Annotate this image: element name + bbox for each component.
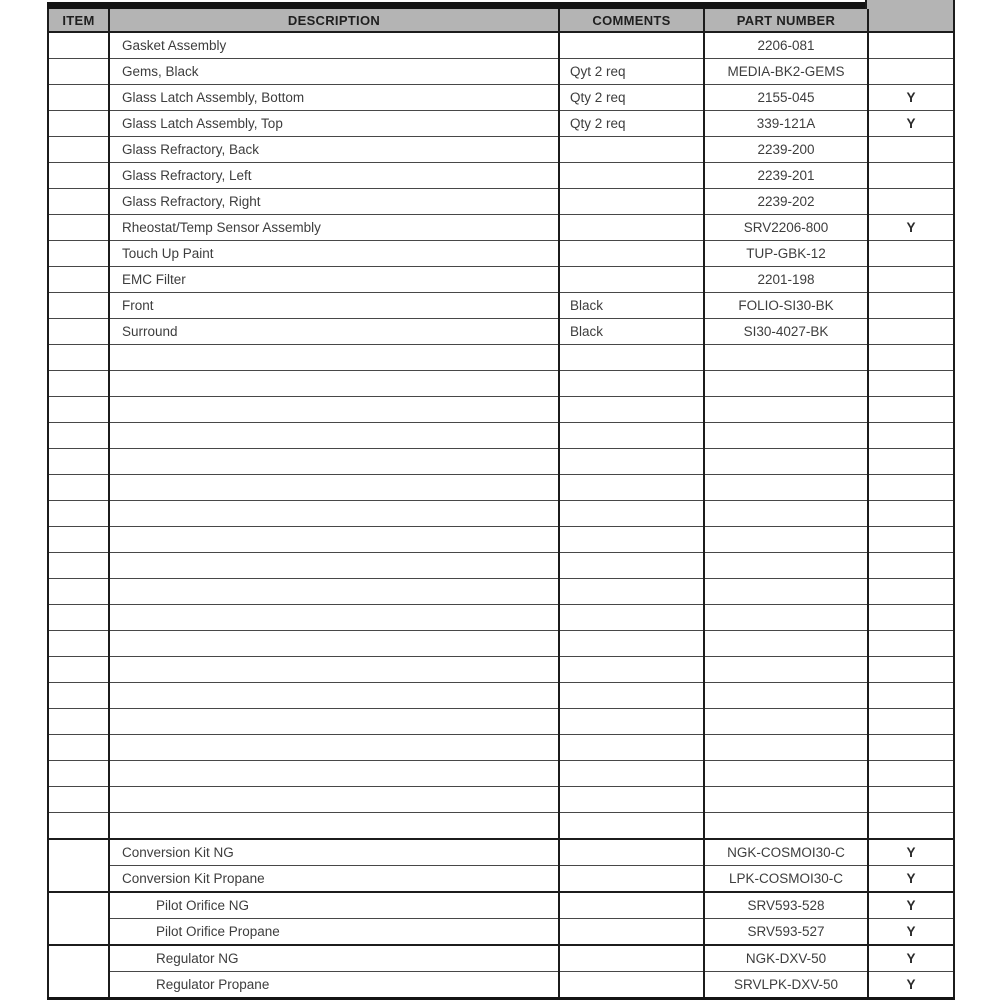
empty-row [48,423,954,449]
item-cell [48,59,109,85]
flag-cell [868,527,954,553]
item-cell [48,683,109,709]
comments-cell [559,839,704,866]
part-number-cell: SI30-4027-BK [704,319,868,345]
flag-cell: Y [868,866,954,893]
empty-row [48,631,954,657]
item-cell [48,397,109,423]
header-item: ITEM [48,9,109,32]
comments-cell [559,345,704,371]
comments-cell [559,866,704,893]
parts-row [48,319,954,345]
item-cell [48,553,109,579]
part-number-cell: FOLIO-SI30-BK [704,293,868,319]
part-number-cell: SRV2206-800 [704,215,868,241]
description-cell: Glass Latch Assembly, Bottom [109,85,559,111]
part-number-cell [704,475,868,501]
item-cell [48,501,109,527]
conversion-row [48,866,954,893]
item-cell [48,345,109,371]
part-number-cell: SRVLPK-DXV-50 [704,972,868,1000]
part-number-cell: 2155-045 [704,85,868,111]
comments-cell [559,137,704,163]
description-cell [109,787,559,813]
empty-row [48,475,954,501]
part-number-cell [704,813,868,840]
description-cell: Glass Refractory, Left [109,163,559,189]
flag-cell [868,553,954,579]
flag-cell [868,371,954,397]
parts-row [48,137,954,163]
flag-cell: Y [868,892,954,919]
flag-cell [868,163,954,189]
parts-table-body [48,32,954,1000]
item-cell [48,761,109,787]
part-number-cell [704,657,868,683]
flag-cell [868,137,954,163]
parts-row [48,32,954,59]
conversion-row [48,892,954,919]
header-flag [868,9,954,32]
comments-cell [559,397,704,423]
item-cell [48,319,109,345]
item-cell [48,579,109,605]
flag-cell [868,605,954,631]
parts-table-header [48,9,954,32]
comments-cell [559,189,704,215]
part-number-cell [704,501,868,527]
comments-cell [559,241,704,267]
comments-cell: Black [559,293,704,319]
item-cell [48,85,109,111]
part-number-cell [704,345,868,371]
part-number-cell: SRV593-527 [704,919,868,946]
description-cell: Conversion Kit NG [109,839,559,866]
item-cell [48,475,109,501]
item-cell [48,631,109,657]
empty-row [48,371,954,397]
part-number-cell: LPK-COSMOI30-C [704,866,868,893]
parts-row [48,215,954,241]
empty-row [48,761,954,787]
flag-cell [868,32,954,59]
comments-cell [559,163,704,189]
comments-cell [559,761,704,787]
comments-cell [559,449,704,475]
part-number-cell [704,527,868,553]
description-cell: Pilot Orifice Propane [109,919,559,946]
comments-cell [559,709,704,735]
conversion-row [48,919,954,946]
empty-row [48,501,954,527]
flag-cell [868,319,954,345]
item-cell [48,527,109,553]
flag-cell [868,449,954,475]
flag-cell [868,59,954,85]
comments-cell [559,215,704,241]
description-cell [109,371,559,397]
comments-cell: Qty 2 req [559,111,704,137]
flag-cell [868,241,954,267]
description-cell: Rheostat/Temp Sensor Assembly [109,215,559,241]
parts-row [48,59,954,85]
description-cell: Glass Latch Assembly, Top [109,111,559,137]
item-cell [48,137,109,163]
part-number-cell [704,371,868,397]
description-cell [109,501,559,527]
part-number-cell [704,683,868,709]
part-number-cell: MEDIA-BK2-GEMS [704,59,868,85]
part-number-cell: NGK-DXV-50 [704,945,868,972]
empty-row [48,735,954,761]
part-number-cell [704,553,868,579]
part-number-cell [704,631,868,657]
description-cell [109,631,559,657]
flag-cell [868,345,954,371]
flag-cell [868,709,954,735]
empty-row [48,787,954,813]
description-cell [109,657,559,683]
description-cell [109,345,559,371]
part-number-cell: 2239-200 [704,137,868,163]
item-cell [48,293,109,319]
part-number-cell [704,787,868,813]
description-cell [109,449,559,475]
item-cell [48,371,109,397]
item-cell [48,839,109,892]
parts-row [48,111,954,137]
flag-cell [868,475,954,501]
flag-cell [868,735,954,761]
item-cell [48,215,109,241]
comments-cell [559,972,704,1000]
comments-cell [559,501,704,527]
flag-cell [868,787,954,813]
item-cell [48,32,109,59]
description-cell: EMC Filter [109,267,559,293]
comments-cell [559,475,704,501]
flag-cell [868,631,954,657]
flag-cell [868,397,954,423]
flag-cell: Y [868,945,954,972]
parts-row [48,85,954,111]
item-cell [48,813,109,840]
empty-row [48,657,954,683]
part-number-cell [704,709,868,735]
flag-cell [868,267,954,293]
description-cell [109,709,559,735]
empty-row [48,449,954,475]
comments-cell [559,813,704,840]
item-cell [48,163,109,189]
description-cell [109,813,559,840]
description-cell: Regulator Propane [109,972,559,1000]
header-row [48,9,954,32]
comments-cell [559,919,704,946]
flag-cell [868,761,954,787]
empty-row [48,683,954,709]
item-cell [48,605,109,631]
description-cell [109,397,559,423]
flag-cell [868,189,954,215]
item-cell [48,449,109,475]
description-cell [109,735,559,761]
comments-cell [559,892,704,919]
item-cell [48,892,109,945]
part-number-cell [704,735,868,761]
description-cell: Front [109,293,559,319]
empty-row [48,709,954,735]
parts-row [48,267,954,293]
part-number-cell [704,761,868,787]
flag-cell [868,423,954,449]
comments-cell [559,735,704,761]
comments-cell: Black [559,319,704,345]
item-cell [48,945,109,1000]
part-number-cell [704,449,868,475]
empty-row [48,579,954,605]
parts-table [47,9,955,1000]
comments-cell [559,553,704,579]
flag-cell: Y [868,839,954,866]
comments-cell: Qty 2 req [559,85,704,111]
description-cell [109,605,559,631]
description-cell [109,579,559,605]
part-number-cell: 2239-202 [704,189,868,215]
item-cell [48,657,109,683]
flag-cell [868,657,954,683]
parts-row [48,163,954,189]
conversion-row [48,972,954,1000]
table-top-border-bar [47,2,869,9]
flag-cell [868,683,954,709]
header-part-number: PART NUMBER [704,9,868,32]
part-number-cell [704,423,868,449]
description-cell [109,475,559,501]
description-cell: Glass Refractory, Back [109,137,559,163]
description-cell: Pilot Orifice NG [109,892,559,919]
comments-cell [559,371,704,397]
description-cell [109,683,559,709]
description-cell [109,761,559,787]
comments-cell [559,945,704,972]
description-cell: Glass Refractory, Right [109,189,559,215]
header-comments: COMMENTS [559,9,704,32]
item-cell [48,189,109,215]
empty-row [48,553,954,579]
flag-cell [868,501,954,527]
comments-cell [559,605,704,631]
part-number-cell: TUP-GBK-12 [704,241,868,267]
empty-row [48,813,954,840]
description-cell [109,553,559,579]
flag-cell: Y [868,215,954,241]
comments-cell [559,423,704,449]
description-cell: Gasket Assembly [109,32,559,59]
part-number-cell: 2201-198 [704,267,868,293]
description-cell: Touch Up Paint [109,241,559,267]
parts-row [48,241,954,267]
comments-cell [559,579,704,605]
flag-cell: Y [868,111,954,137]
comments-cell [559,787,704,813]
item-cell [48,111,109,137]
empty-row [48,397,954,423]
description-cell [109,423,559,449]
empty-row [48,605,954,631]
item-cell [48,735,109,761]
item-cell [48,267,109,293]
comments-cell [559,32,704,59]
flag-cell [868,579,954,605]
parts-row [48,189,954,215]
item-cell [48,241,109,267]
comments-cell [559,657,704,683]
comments-cell [559,631,704,657]
part-number-cell [704,579,868,605]
item-cell [48,787,109,813]
empty-row [48,527,954,553]
part-number-cell: SRV593-528 [704,892,868,919]
item-cell [48,709,109,735]
part-number-cell: 2206-081 [704,32,868,59]
description-cell [109,527,559,553]
flag-cell [868,293,954,319]
item-cell [48,423,109,449]
empty-row [48,345,954,371]
description-cell: Surround [109,319,559,345]
description-cell: Regulator NG [109,945,559,972]
part-number-cell [704,605,868,631]
comments-cell [559,527,704,553]
part-number-cell: 339-121A [704,111,868,137]
part-number-cell: 2239-201 [704,163,868,189]
part-number-cell: NGK-COSMOI30-C [704,839,868,866]
comments-cell [559,267,704,293]
flag-cell: Y [868,919,954,946]
conversion-row [48,945,954,972]
flag-cell: Y [868,972,954,1000]
flag-cell [868,813,954,840]
flag-cell: Y [868,85,954,111]
conversion-row [48,839,954,866]
description-cell: Gems, Black [109,59,559,85]
header-description: DESCRIPTION [109,9,559,32]
comments-cell [559,683,704,709]
parts-row [48,293,954,319]
part-number-cell [704,397,868,423]
description-cell: Conversion Kit Propane [109,866,559,893]
comments-cell: Qyt 2 req [559,59,704,85]
